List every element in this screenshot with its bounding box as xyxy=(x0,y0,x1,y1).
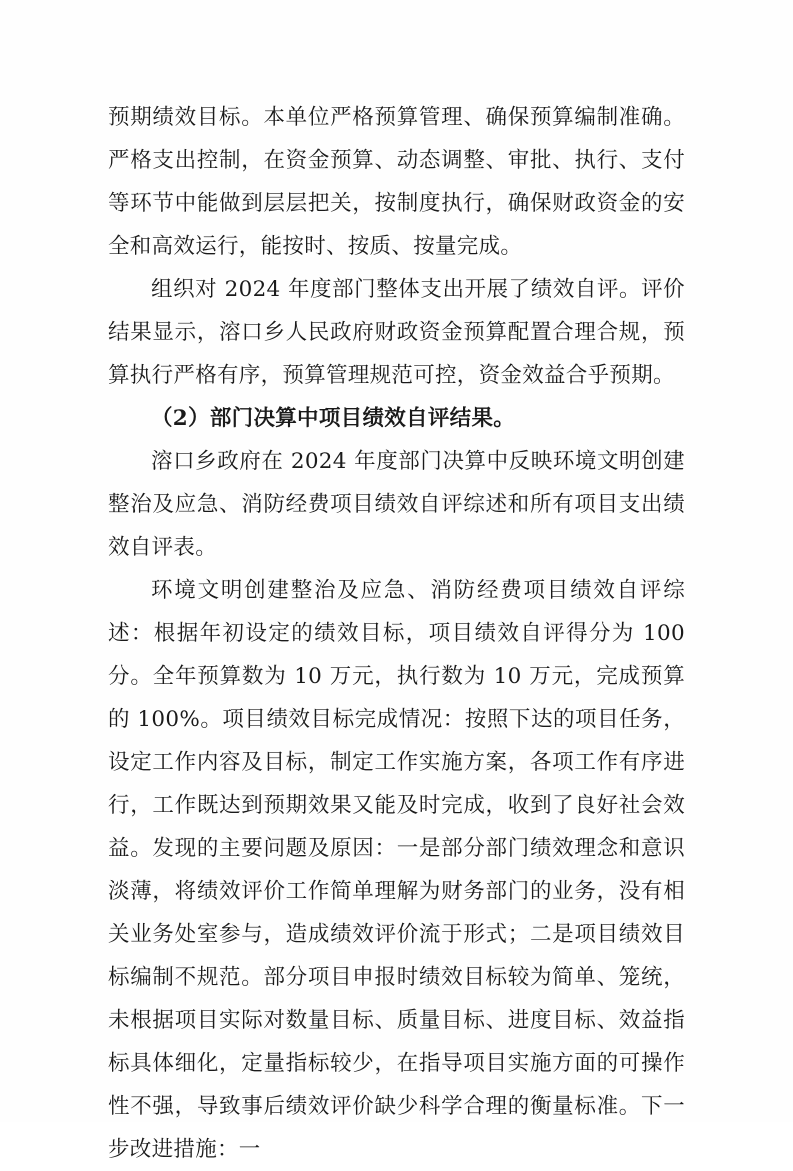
paragraph-continuation: 预期绩效目标。本单位严格预算管理、确保预算编制准确。严格支出控制，在资金预算、动态调整、审批、执行、支付等环节中能做到层层把关，按制度执行，确保财政资金的安全和高效运行，能按时、按质、按量完成。 xyxy=(108,105,685,259)
document-body xyxy=(108,96,685,1171)
paragraph-project-self-evaluation-summary: 环境文明创建整治及应急、消防经费项目绩效自评综述：根据年初设定的绩效目标，项目绩效自评得分为 100 分。全年预算数为 10 万元，执行数为 10 万元，完成预算的 100%。项目绩效目标完成情况：按照下达的项目任务，设定工作内容及目标，制定工作实施方案，各项工作有序进行，工作既达到预期效果又能及时完成，收到了良好社会效益。发现的主要问题及原因：一是部分部门绩效理念和意识淡薄，将绩效评价工作简单理解为财务部门的业务，没有相关业务处室参与，造成绩效评价流于形式；二是项目绩效目标编制不规范。部分项目申报时绩效目标较为简单、笼统，未根据项目实际对数量目标、质量目标、进度目标、效益指标具体细化，定量指标较少，在指导项目实施方面的可操作性不强，导致事后绩效评价缺少科学合理的衡量标准。下一步改进措施：一 xyxy=(108,578,685,1162)
paragraph-project-scope: 溶口乡政府在 2024 年度部门决算中反映环境文明创建整治及应急、消防经费项目绩效自评综述和所有项目支出绩效自评表。 xyxy=(108,449,685,560)
paragraph-overall-self-evaluation: 组织对 2024 年度部门整体支出开展了绩效自评。评价结果显示，溶口乡人民政府财政资金预算配置合理合规，预算执行严格有序，预算管理规范可控，资金效益合乎预期。 xyxy=(108,277,685,388)
section-heading-project-performance: （2）部门决算中项目绩效自评结果。 xyxy=(151,406,516,431)
